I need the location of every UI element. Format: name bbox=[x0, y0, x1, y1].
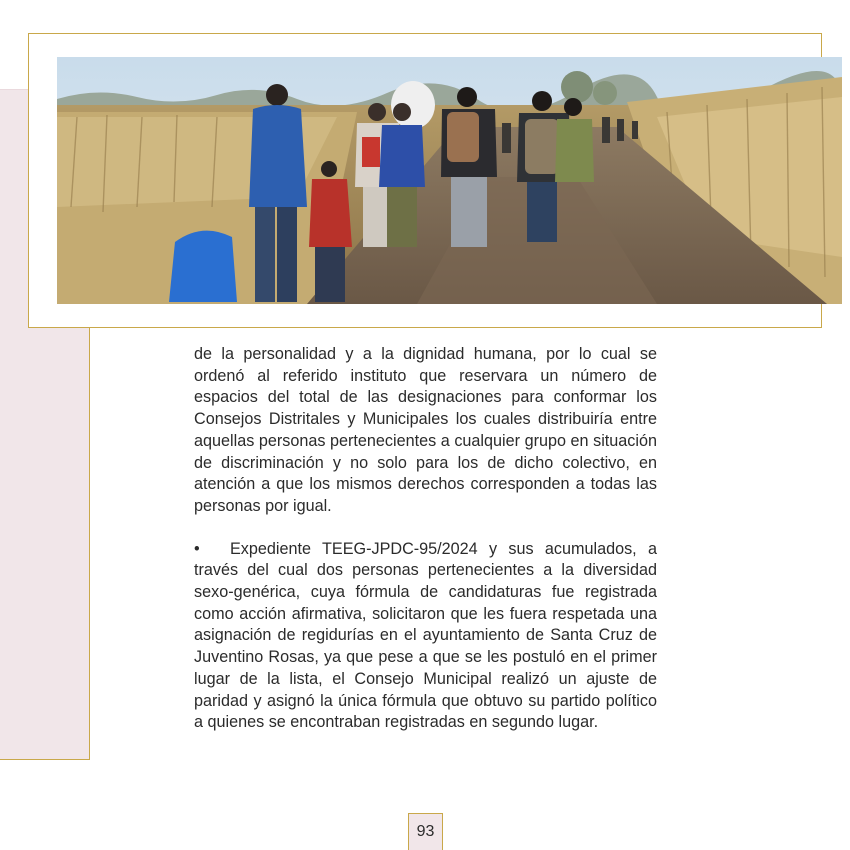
page-number: 93 bbox=[408, 813, 443, 850]
photo-illustration bbox=[57, 57, 842, 304]
migrants-walking-photo bbox=[57, 57, 842, 304]
paragraph-continuation: de la personalidad y a la dignidad humana, por lo cual se ordenó al referido instituto que reservara un número de espacios del total de las designaciones para conformar los Consejos Distritales y Municipales los cuales distribuiría entre aquellas personas pertenecientes a cualquier grupo en situación de discriminación y no solo para los de dicho colectivo, en atención a que los mismos derechos corresponden a todas las personas por igual. bbox=[194, 345, 657, 515]
bullet-symbol: • bbox=[194, 539, 200, 558]
bullet-paragraph-text: Expediente TEEG-JPDC-95/2024 y sus acumulados, a través del cual dos personas pertenecientes a la diversidad sexo-genérica, cuya fórmula de candidaturas fue registrada como acción afirmativa, solicitaron que les fuera respetada una asignación de regidurías en el ayuntamiento de Santa Cruz de Juventino Rosas, ya que pese a que se les postuló en el primer lugar de la lista, el Consejo Municipal realizó un ajuste de paridad y asignó la única fórmula que obtuvo su partido político a quienes se encontraban registradas en segundo lugar. bbox=[194, 539, 657, 732]
bullet-paragraph bbox=[194, 539, 657, 734]
body-text bbox=[194, 344, 657, 734]
